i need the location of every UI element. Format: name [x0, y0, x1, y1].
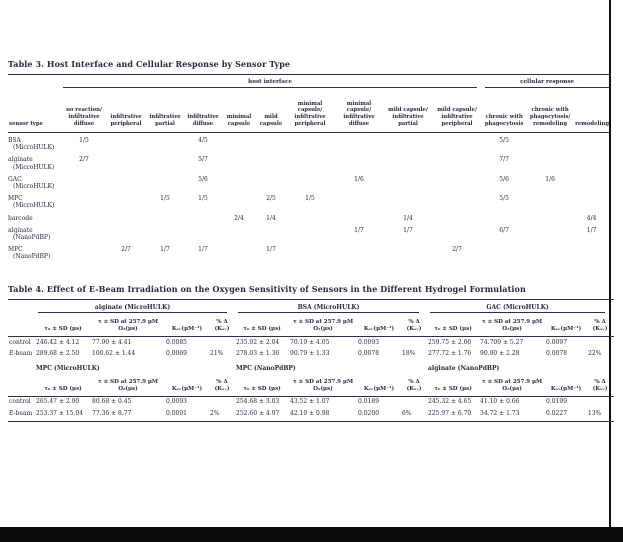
- value-cell: 253.37 ± 15.04: [36, 410, 84, 418]
- table-row: [8, 212, 609, 224]
- value-cell: 70.19 ± 4.05: [290, 338, 330, 346]
- cell: [286, 173, 334, 192]
- cell: [184, 212, 222, 224]
- col-header: chronic with phagocytosis/ remodeling: [526, 88, 574, 133]
- cell: [62, 193, 106, 212]
- table4-column-header-row: [8, 313, 614, 337]
- sensor-type-label: [8, 154, 62, 173]
- cell: [334, 212, 384, 224]
- cell: 4/5: [198, 137, 208, 144]
- cell: 7/7: [499, 156, 509, 164]
- value-cell: [402, 396, 428, 408]
- table-row-ebeam: [8, 349, 614, 361]
- cell: [286, 133, 334, 154]
- table3-column-header-row: [8, 88, 609, 133]
- group-header-label: cellular response: [485, 79, 609, 88]
- col-header-ksv: Kₛᵥ(μM⁻¹): [166, 373, 210, 397]
- value-cell: [588, 337, 614, 349]
- cell: 1/4: [403, 214, 413, 222]
- value-cell: 0.0199: [546, 398, 568, 406]
- group-header-label: host interface: [63, 79, 477, 88]
- cell: [222, 173, 256, 192]
- col-header-pct-delta: % Δ (Kₛᵥ): [402, 313, 428, 337]
- cell: 1/7: [160, 246, 170, 254]
- cell: [256, 173, 286, 192]
- group-header-alginate-microhulk: [36, 300, 236, 314]
- cell: [574, 173, 609, 192]
- table-row: [8, 173, 609, 192]
- cell: 1/5: [79, 137, 89, 144]
- sensor-subname: (MicroHULK): [13, 182, 55, 190]
- value-cell: 254.68 ± 3.03: [236, 398, 280, 406]
- cell: [62, 244, 106, 263]
- value-cell: 289.68 ± 2.50: [36, 350, 80, 358]
- cell: [62, 212, 106, 224]
- cell: [574, 154, 609, 173]
- value-cell: 90.90 ± 2.28: [480, 350, 520, 358]
- group-header-cellular-response: [482, 75, 609, 89]
- cell: [432, 224, 482, 243]
- table-row-control: [8, 337, 614, 349]
- cell: [62, 173, 106, 192]
- cell: [222, 244, 256, 263]
- value-cell: 278.03 ± 1.36: [236, 350, 280, 358]
- value-cell: 0.0227: [546, 410, 568, 418]
- value-cell: 235.92 ± 2.04: [236, 338, 280, 346]
- cell: [482, 212, 526, 224]
- col-header: infiltrative diffuse: [184, 88, 222, 133]
- cell: 5/5: [499, 195, 509, 203]
- table-row: [8, 154, 609, 173]
- col-header: mild capsule/ infiltrative peripheral: [432, 88, 482, 133]
- col-header-ksv: Kₛᵥ(μM⁻¹): [166, 313, 210, 337]
- col-header: infiltrative peripheral: [106, 88, 146, 133]
- group-header-mpc-nanopdbp: MPC (NanoPdBP): [236, 364, 296, 372]
- col-header: infiltrative partial: [146, 88, 184, 133]
- col-header: no reaction/ infiltrative diffuse: [62, 88, 106, 133]
- value-cell: 22%: [588, 350, 602, 358]
- cell: [526, 244, 574, 263]
- cell: [106, 173, 146, 192]
- value-cell: 21%: [210, 350, 224, 358]
- cell: [384, 154, 432, 173]
- cell: 4/4: [586, 214, 597, 222]
- value-cell: 18%: [402, 350, 416, 358]
- cell: 1/5: [305, 195, 315, 203]
- cell: [526, 133, 574, 154]
- sensor-name: MPC: [8, 195, 23, 203]
- group-header-bsa-microhulk: [236, 300, 428, 314]
- col-header: mild capsule: [256, 88, 286, 133]
- col-header-tau0: τ₀ ± SD (μs): [236, 373, 290, 397]
- value-cell: 259.75 ± 2.06: [428, 338, 472, 346]
- cell: 1/7: [586, 226, 597, 234]
- cell: 6/7: [499, 226, 509, 234]
- row-label-control: control: [9, 338, 31, 346]
- cell: [432, 133, 482, 154]
- col-header-tau257: τ ± SD at 257.9 μM O₂(μs): [92, 313, 166, 337]
- col-header-tau0: τ₀ ± SD (μs): [428, 373, 480, 397]
- sensor-subname: (MicroHULK): [13, 163, 55, 171]
- col-header-tau257: τ ± SD at 257.9 μM O₂(μs): [290, 313, 358, 337]
- cell: [526, 154, 574, 173]
- cell: [432, 212, 482, 224]
- cell: [432, 173, 482, 192]
- cell: [574, 244, 609, 263]
- cell: [432, 154, 482, 173]
- row-label-ebeam: E-beam: [9, 350, 33, 358]
- cell: [222, 224, 256, 243]
- cell: 2/5: [266, 195, 276, 203]
- cell: [146, 154, 184, 173]
- table-row: [8, 133, 609, 154]
- value-cell: 277.72 ± 1.76: [428, 350, 472, 358]
- value-cell: 0.0078: [358, 350, 380, 358]
- group-header-mpc-microhulk: MPC (MicroHULK): [36, 364, 100, 372]
- table3-section: [8, 59, 609, 263]
- value-cell: 74.709 ± 5.27: [480, 338, 524, 346]
- cell: [222, 154, 256, 173]
- col-header-tau257: τ ± SD at 257.9 μM O₂(μs): [480, 313, 546, 337]
- cell: [286, 244, 334, 263]
- cell: [256, 224, 286, 243]
- col-header: minimal capsule/ infiltrative diffuse: [334, 88, 384, 133]
- table3-group-header-row: [8, 75, 609, 89]
- value-cell: 246.42 ± 4.12: [36, 338, 80, 346]
- value-cell: 0.0093: [358, 338, 380, 346]
- spacer-cell: [8, 300, 36, 314]
- value-cell: 0.0069: [166, 350, 187, 358]
- value-cell: 77.90 ± 4.41: [92, 338, 132, 346]
- value-cell: 80.68 ± 0.45: [92, 398, 132, 406]
- cell: [384, 173, 432, 192]
- cell: [146, 224, 184, 243]
- value-cell: [588, 396, 614, 408]
- cell: 1/4: [266, 214, 276, 222]
- table4: [8, 299, 614, 422]
- table4-title: Table 4. Effect of E-Beam Irradiation on the Oxygen Sensitivity of Sensors in the Different Hydrogel Formulation: [8, 284, 526, 294]
- cell: 1/7: [266, 246, 276, 254]
- cell: 1/7: [198, 246, 208, 254]
- value-cell: 100.62 ± 1.44: [92, 350, 136, 358]
- value-cell: 245.32 ± 4.65: [428, 398, 472, 406]
- table-row-control: [8, 396, 614, 408]
- value-cell: 0.0085: [166, 338, 187, 346]
- col-header-pct-delta: % Δ (Kₛᵥ): [210, 373, 236, 397]
- cell: [384, 133, 432, 154]
- col-header: chronic with phagocytosis: [482, 88, 526, 133]
- cell: [384, 193, 432, 212]
- table3-title: Table 3. Host Interface and Cellular Response by Sensor Type: [8, 59, 291, 69]
- cell: 2/4: [234, 214, 244, 222]
- col-header-tau0: τ₀ ± SD (μs): [236, 313, 290, 337]
- page-bottom-edge: [0, 527, 623, 542]
- cell: [256, 133, 286, 154]
- cell: [334, 133, 384, 154]
- value-cell: 252.60 ± 4.97: [236, 410, 280, 418]
- cell: 2/7: [121, 246, 131, 254]
- cell: [106, 212, 146, 224]
- col-header-sensor-type: sensor type: [8, 88, 62, 133]
- sensor-type-label: [8, 193, 62, 212]
- col-header-ksv: Kₛᵥ(μM⁻¹): [546, 313, 588, 337]
- col-header: mild capsule/ infiltrative partial: [384, 88, 432, 133]
- sensor-name: GAC: [8, 175, 22, 183]
- value-cell: 0.0097: [546, 338, 568, 346]
- sensor-subname: (MicroHULK): [13, 202, 55, 210]
- sensor-name: alginate: [8, 156, 33, 164]
- col-header: minimal capsule/ infiltrative peripheral: [286, 88, 334, 133]
- col-header-ksv: Kₛᵥ(μM⁻¹): [358, 313, 402, 337]
- spacer-cell: [8, 361, 36, 373]
- col-header-pct-delta: % Δ (Kₛᵥ): [588, 373, 614, 397]
- value-cell: 0.0091: [166, 410, 187, 418]
- cell: 1/5: [198, 195, 208, 203]
- col-header-pct-delta: % Δ (Kₛᵥ): [402, 373, 428, 397]
- cell: 1/7: [354, 226, 364, 234]
- cell: [432, 193, 482, 212]
- cell: 1/6: [354, 175, 364, 183]
- value-cell: [402, 337, 428, 349]
- cell: 2/7: [79, 156, 89, 164]
- sensor-name: MPC: [8, 246, 23, 254]
- table-row: [8, 224, 609, 243]
- value-cell: 42.19 ± 0.98: [290, 410, 330, 418]
- cell: [106, 193, 146, 212]
- sensor-type-label: [8, 212, 62, 224]
- value-cell: 6%: [402, 410, 412, 418]
- cell: [334, 244, 384, 263]
- row-label-control: control: [9, 398, 31, 406]
- value-cell: 0.0189: [358, 398, 380, 406]
- page-right-edge: [609, 0, 611, 528]
- sensor-name: alginate: [8, 226, 33, 234]
- value-cell: 2%: [210, 410, 220, 418]
- cell: [146, 173, 184, 192]
- cell: 5/6: [198, 175, 208, 183]
- value-cell: 225.97 ± 6.70: [428, 410, 472, 418]
- value-cell: [210, 337, 236, 349]
- cell: [256, 154, 286, 173]
- value-cell: 265.47 ± 2.90: [36, 398, 80, 406]
- group-header-label: GAC (MicroHULK): [430, 304, 605, 314]
- cell: [334, 193, 384, 212]
- table3: [8, 74, 609, 263]
- cell: 5/7: [198, 156, 208, 164]
- col-header-pct-delta: % Δ (Kₛᵥ): [588, 313, 614, 337]
- cell: [574, 193, 609, 212]
- cell: [222, 193, 256, 212]
- cell: [334, 154, 384, 173]
- group-header-alginate-nanopdbp: alginate (NanoPdBP): [428, 364, 500, 372]
- cell: [526, 212, 574, 224]
- cell: 2/7: [452, 246, 462, 254]
- col-header-ksv: Kₛᵥ(μM⁻¹): [358, 373, 402, 397]
- value-cell: 77.36 ± 8.77: [92, 410, 132, 418]
- col-header: remodeling: [574, 88, 609, 133]
- cell: [286, 212, 334, 224]
- table-row-ebeam: [8, 409, 614, 421]
- spacer-cell: [8, 313, 36, 337]
- col-header-tau0: τ₀ ± SD (μs): [36, 313, 92, 337]
- cell: [286, 154, 334, 173]
- cell: 1/5: [160, 195, 170, 203]
- cell: [384, 244, 432, 263]
- sensor-type-label: [8, 173, 62, 192]
- cell: [62, 224, 106, 243]
- cell: [222, 133, 256, 154]
- table4-group-header-row: [8, 300, 614, 314]
- group-header-label: BSA (MicroHULK): [238, 304, 419, 314]
- spacer-cell: [8, 373, 36, 397]
- table-row: [8, 244, 609, 263]
- table-row: [8, 193, 609, 212]
- sensor-type-label: [8, 244, 62, 263]
- cell: [146, 212, 184, 224]
- value-cell: 13%: [588, 410, 602, 418]
- group-header-label: alginate (MicroHULK): [38, 304, 227, 314]
- value-cell: 0.0200: [358, 410, 380, 418]
- table4-band2-group-row: [8, 361, 614, 373]
- value-cell: 0.0078: [546, 350, 568, 358]
- group-header-gac-microhulk: [428, 300, 614, 314]
- cell: 5/6: [499, 175, 509, 183]
- sensor-name: barcode: [8, 214, 33, 222]
- row-label-ebeam: E-beam: [9, 410, 33, 418]
- cell: [574, 133, 609, 154]
- value-cell: 41.10 ± 0.66: [480, 398, 520, 406]
- value-cell: [210, 396, 236, 408]
- cell: 1/7: [403, 226, 413, 234]
- col-header-tau0: τ₀ ± SD (μs): [428, 313, 480, 337]
- value-cell: 43.52 ± 1.07: [290, 398, 330, 406]
- cell: 1/6: [545, 175, 555, 183]
- cell: [482, 244, 526, 263]
- sensor-subname: (NanoPdBP): [13, 253, 51, 261]
- col-header-tau0: τ₀ ± SD (μs): [36, 373, 92, 397]
- cell: [286, 224, 334, 243]
- cell: [106, 133, 146, 154]
- cell: [526, 224, 574, 243]
- sensor-type-label: [8, 133, 62, 154]
- sensor-name: BSA: [8, 137, 21, 144]
- col-header-tau257: τ ± SD at 257.9 μM O₂(μs): [92, 373, 166, 397]
- sensor-type-label: [8, 224, 62, 243]
- sensor-subname: (NanoPdBP): [13, 233, 51, 241]
- table4-column-header-row-2: [8, 373, 614, 397]
- cell: [526, 193, 574, 212]
- cell: 5/5: [499, 137, 509, 144]
- cell: [146, 133, 184, 154]
- spacer-cell: [8, 75, 62, 89]
- value-cell: 90.79 ± 1.33: [290, 350, 330, 358]
- col-header-pct-delta: % Δ (Kₛᵥ): [210, 313, 236, 337]
- col-header-tau257: τ ± SD at 257.9 μM O₂(μs): [290, 373, 358, 397]
- cell: [106, 154, 146, 173]
- cell: [184, 224, 222, 243]
- group-header-host-interface: [62, 75, 482, 89]
- col-header-ksv: Kₛᵥ(μM⁻¹): [546, 373, 588, 397]
- sensor-subname: (MicroHULK): [13, 144, 55, 152]
- col-header-tau257: τ ± SD at 257.9 μM O₂(μs): [480, 373, 546, 397]
- value-cell: 0.0093: [166, 398, 187, 406]
- col-header: minimal capsule: [222, 88, 256, 133]
- cell: [106, 224, 146, 243]
- table4-section: [8, 284, 612, 422]
- value-cell: 34.72 ± 1.73: [480, 410, 520, 418]
